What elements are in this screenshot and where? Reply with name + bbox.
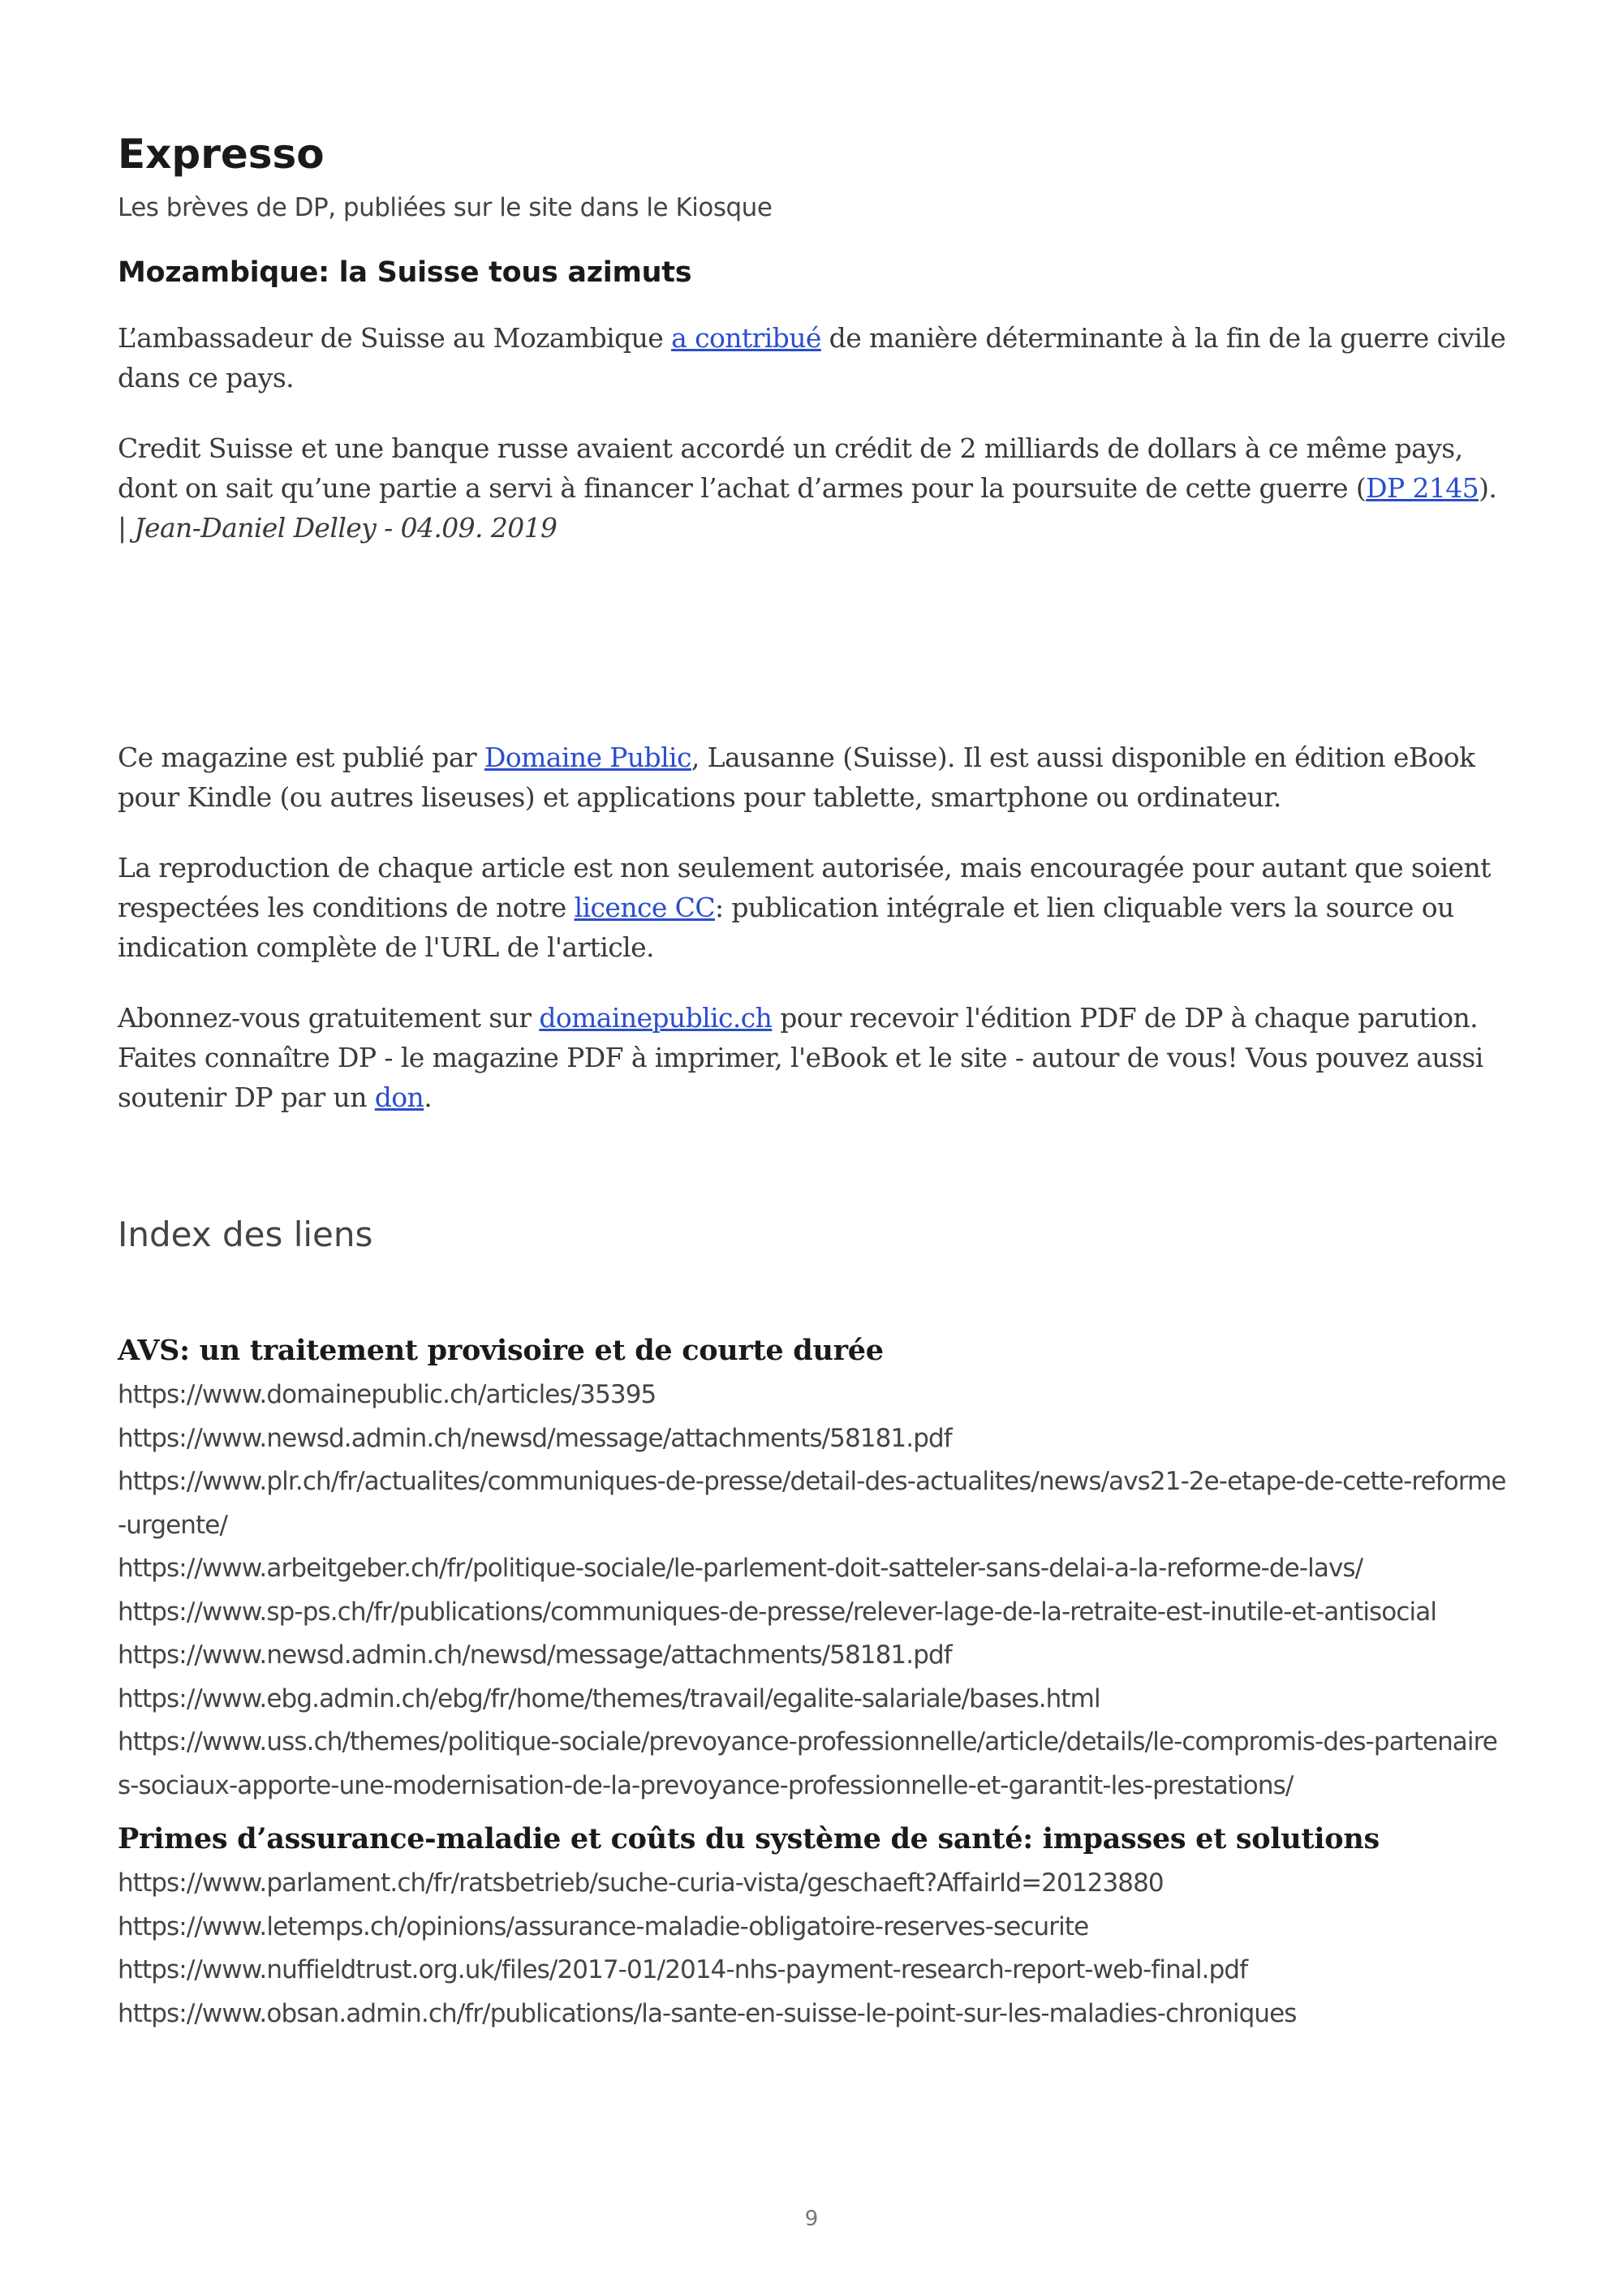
index-url: https://www.newsd.admin.ch/newsd/message/attachments/58181.pdf [118, 1423, 952, 1453]
link-contribue[interactable]: a contribué [671, 322, 821, 354]
colophon-paragraph-2 [118, 848, 1509, 967]
text-span: de manière déterminante à la fin de la guerre civile dans ce pays. [118, 322, 1506, 393]
index-url: https://www.ebg.admin.ch/ebg/fr/home/themes/travail/egalite-salariale/bases.html [118, 1683, 1100, 1713]
index-url: https://www.nuffieldtrust.org.uk/files/2017-01/2014-nhs-payment-research-report-web-final.pdf [118, 1955, 1248, 1984]
text-span: pour recevoir l'édition PDF de DP à chaque parution. Faites connaître DP - le magazine PDF à imprimer, l'eBook et le site - autour de vous! Vous pouvez aussi soutenir DP par un [118, 1002, 1483, 1113]
colophon-paragraph-3 [118, 998, 1509, 1117]
colophon-paragraph-1 [118, 737, 1509, 817]
link-dp-2145[interactable]: DP 2145 [1366, 472, 1479, 504]
text-span: . [424, 1081, 433, 1113]
text-span: : publication intégrale et lien cliquable vers la source ou indication complète de l'URL de l'article. [118, 892, 1454, 963]
text-span: ). | [118, 472, 1497, 544]
index-group-title: Primes d’assurance-maladie et coûts du système de santé: impasses et solutions [118, 1822, 1380, 1855]
index-title: Index des liens [118, 1215, 373, 1254]
page-content [118, 130, 1509, 2050]
text-span: L’ambassadeur de Suisse au Mozambique [118, 322, 672, 354]
index-url: https://www.arbeitgeber.ch/fr/politique-sociale/le-parlement-doit-satteler-sans-delai-a-la-reforme-de-lavs/ [118, 1554, 1363, 1583]
article-paragraph-1 [118, 318, 1509, 398]
spacer [118, 578, 1509, 737]
index-url: https://www.letemps.ch/opinions/assurance-maladie-obligatoire-reserves-securite [118, 1911, 1089, 1941]
section-subtitle: Les brèves de DP, publiées sur le site dans le Kiosque [118, 193, 773, 222]
index-url: https://www.obsan.admin.ch/fr/publications/la-sante-en-suisse-le-point-sur-les-maladies-chroniques [118, 1998, 1297, 2028]
index-group-title: AVS: un traitement provisoire et de courte durée [118, 1334, 884, 1367]
index-url: https://www.uss.ch/themes/politique-sociale/prevoyance-professionnelle/article/details/le-compromis-des-partenaires-sociaux-apporte-une-modernisation-de-la-prevoyance-professionnelle-et-garantit-les-prestations/ [118, 1727, 1497, 1800]
text-span: La reproduction de chaque article est non seulement autorisée, mais encouragée pour autant que soient respectées les conditions de notre [118, 852, 1491, 923]
index-url: https://www.parlament.ch/fr/ratsbetrieb/suche-curia-vista/geschaeft?AffairId=20123880 [118, 1868, 1164, 1898]
text-span: Abonnez-vous gratuitement sur [118, 1002, 540, 1034]
text-span: Ce magazine est publié par [118, 742, 484, 773]
text-span: Credit Suisse et une banque russe avaient accordé un crédit de 2 milliards de dollars à ce même pays, dont on sait qu’une partie a servi à financer l’achat d’armes pour la poursuite de cette guerre ( [118, 432, 1463, 504]
page-number: 9 [804, 2207, 819, 2231]
index-url: https://www.domainepublic.ch/articles/35395 [118, 1380, 657, 1409]
link-domaine-public[interactable]: Domaine Public [484, 742, 691, 773]
text-span: , Lausanne (Suisse). Il est aussi disponible en édition eBook pour Kindle (ou autres liseuses) et applications pour tablette, smartphone ou ordinateur. [118, 742, 1475, 813]
index-url: https://www.plr.ch/fr/actualites/communiques-de-presse/detail-des-actualites/news/avs21-2e-etape-de-cette-reforme-urgente/ [118, 1467, 1506, 1540]
link-licence-cc[interactable]: licence CC [574, 892, 715, 923]
link-domainepublic-ch[interactable]: domainepublic.ch [539, 1002, 773, 1034]
link-don[interactable]: don [374, 1081, 424, 1113]
section-title: Expresso [118, 131, 325, 178]
article-title: Mozambique: la Suisse tous azimuts [118, 256, 692, 289]
index-group-assurance-maladie [118, 1822, 1509, 2036]
article-byline: Jean-Daniel Delley - 04.09. 2019 [134, 512, 558, 544]
article-paragraph-2 [118, 428, 1509, 548]
index-url: https://www.sp-ps.ch/fr/publications/communiques-de-presse/relever-lage-de-la-retraite-est-inutile-et-antisocial [118, 1597, 1437, 1627]
index-group-avs [118, 1334, 1509, 1808]
index-url: https://www.newsd.admin.ch/newsd/message/attachments/58181.pdf [118, 1640, 952, 1670]
